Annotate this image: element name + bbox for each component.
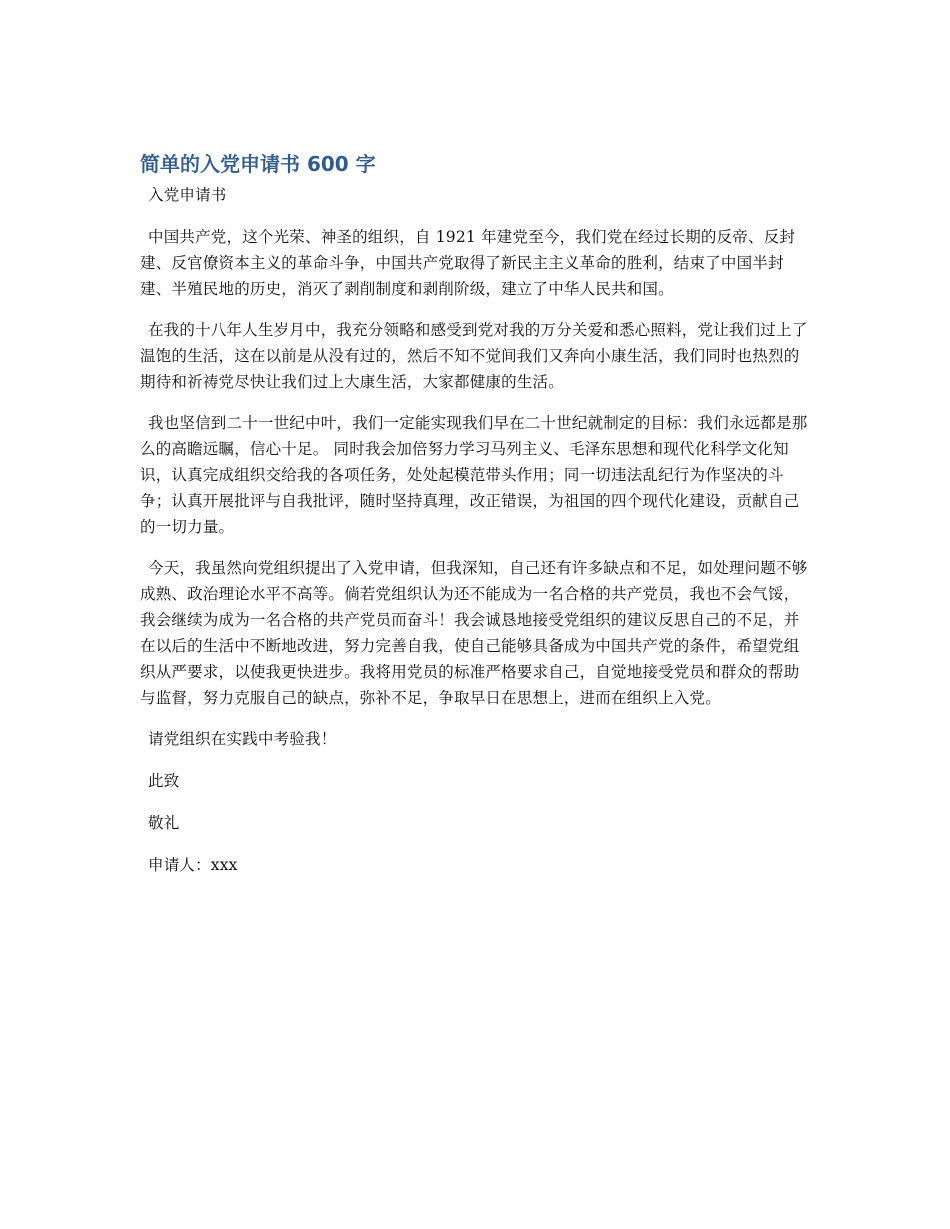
applicant-signature: 申请人：xxx xyxy=(148,856,238,874)
paragraph-personal-experience: 在我的十八年人生岁月中，我充分领略和感受到党对我的万分关爱和悉心照料，党让我们过上了温饱的生活，这在以前是从没有过的，然后不知不觉间我们又奔向小康生活，我们同时也热烈的期待和祈祷党尽快让我们过上大康生活，大家都健康的生活。 xyxy=(140,321,808,391)
paragraph-request-test: 请党组织在实践中考验我！ xyxy=(148,730,337,748)
document-title: 简单的入党申请书 600 字 xyxy=(140,152,376,176)
letter-heading: 入党申请书 xyxy=(148,186,227,204)
paragraph-commitment: 我也坚信到二十一世纪中叶，我们一定能实现我们早在二十世纪就制定的目标：我们永远都是那么的高瞻远瞩，信心十足。 同时我会加倍努力学习马列主义、毛泽东思想和现代化科学文化知识，认真完成组织交给我的各项任务，处处起模范带头作用；同一切违法乱纪行为作坚决的斗争；认真开展批评与自我批评，随时坚持真理，改正错误，为祖国的四个现代化建设，贡献自己的一切力量。 xyxy=(140,414,808,536)
document-body xyxy=(140,182,812,894)
closing-regards: 敬礼 xyxy=(148,814,180,832)
closing-salutation: 此致 xyxy=(148,772,180,790)
paragraph-self-reflection: 今天，我虽然向党组织提出了入党申请，但我深知，自己还有许多缺点和不足，如处理问题不够成熟、政治理论水平不高等。倘若党组织认为还不能成为一名合格的共产党员，我也不会气馁，我会继续为成为一名合格的共产党员而奋斗！我会诚恳地接受党组织的建议反思自己的不足，并在以后的生活中不断地改进，努力完善自我，使自己能够具备成为中国共产党的条件，希望党组织从严要求，以使我更快进步。我将用党员的标准严格要求自己，自觉地接受党员和群众的帮助与监督，努力克服自己的缺点，弥补不足，争取早日在思想上，进而在组织上入党。 xyxy=(140,559,808,707)
paragraph-party-history: 中国共产党，这个光荣、神圣的组织，自 1921 年建党至今，我们党在经过长期的反帝、反封建、反官僚资本主义的革命斗争，中国共产党取得了新民主主义革命的胜利，结束了中国半封建、半殖民地的历史，消灭了剥削制度和剥削阶级，建立了中华人民共和国。 xyxy=(140,228,796,298)
